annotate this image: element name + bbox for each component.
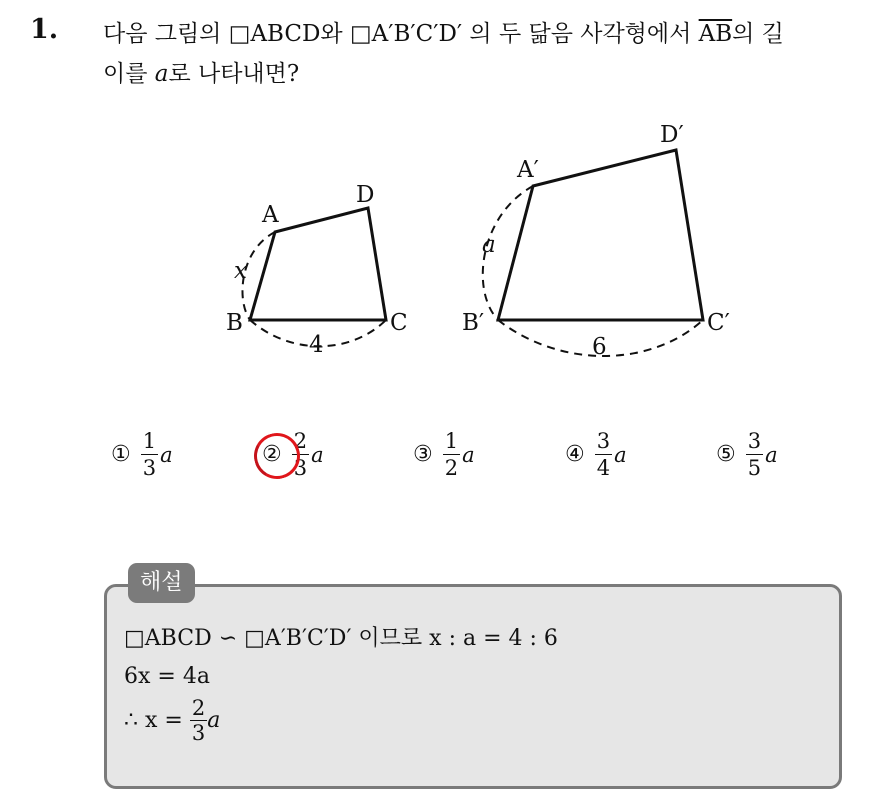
choice-2-variable: a xyxy=(311,442,324,467)
choice-5[interactable] xyxy=(716,428,778,481)
solution-variable: a xyxy=(207,707,221,733)
choice-2-number-glyph: ② xyxy=(262,442,282,467)
choice-5-number: ⑤ xyxy=(716,442,736,467)
choice-5-numerator: 3 xyxy=(747,429,762,453)
solution-line-3-prefix: ∴ x = xyxy=(124,707,190,733)
choice-3-numerator: 1 xyxy=(444,429,459,453)
choice-4-variable: a xyxy=(614,442,627,467)
choice-4-denominator: 4 xyxy=(596,456,611,480)
label-B-prime: B′ xyxy=(462,310,485,336)
question-text-part2: 의 길 xyxy=(732,21,784,47)
choice-5-denominator: 5 xyxy=(747,456,762,480)
label-C-prime: C′ xyxy=(707,310,730,336)
question-text-part4: 로 나타내면? xyxy=(168,61,300,87)
label-6: 6 xyxy=(592,334,607,360)
solution-denominator: 3 xyxy=(191,721,206,745)
label-A: A xyxy=(262,202,279,228)
solution-line-3 xyxy=(124,696,558,745)
choice-1-number: ① xyxy=(111,442,131,467)
choice-5-fraction xyxy=(746,428,763,481)
label-a: a xyxy=(482,232,496,258)
choice-5-variable: a xyxy=(765,442,778,467)
choice-2-denominator: 3 xyxy=(293,456,308,480)
choice-2-number xyxy=(262,442,282,467)
choice-4[interactable] xyxy=(565,428,627,481)
choice-4-number: ④ xyxy=(565,442,585,467)
label-4: 4 xyxy=(309,332,324,358)
choice-2-numerator: 2 xyxy=(293,429,308,453)
label-C: C xyxy=(390,310,408,336)
question-text xyxy=(103,14,873,94)
label-A-prime: A′ xyxy=(517,157,539,183)
choice-1-denominator: 3 xyxy=(142,456,157,480)
choice-2[interactable] xyxy=(262,428,324,481)
overline-segment: $\overline{AB}$ xyxy=(698,21,733,47)
choice-1-fraction xyxy=(141,428,158,481)
choice-4-fraction xyxy=(595,428,612,481)
solution-fraction xyxy=(190,696,207,745)
solution-tag: 해설 xyxy=(128,563,195,603)
label-D-prime: D′ xyxy=(660,122,684,148)
label-D: D xyxy=(356,182,375,208)
choice-3-fraction xyxy=(443,428,460,481)
question-text-part3: 이를 xyxy=(103,61,155,87)
choice-1-numerator: 1 xyxy=(142,429,157,453)
choice-1-variable: a xyxy=(160,442,173,467)
label-B: B xyxy=(226,310,243,336)
question-number: 1. xyxy=(30,14,59,45)
question-variable: a xyxy=(154,61,169,87)
choice-3-denominator: 2 xyxy=(444,456,459,480)
choice-3-number: ③ xyxy=(413,442,433,467)
choice-3[interactable] xyxy=(413,428,475,481)
choice-4-numerator: 3 xyxy=(596,429,611,453)
label-x: x xyxy=(234,258,247,284)
solution-numerator: 2 xyxy=(191,696,206,720)
solution-line-1: □ABCD ∽ □A′B′C′D′ 이므로 x : a = 4 : 6 xyxy=(124,626,558,651)
solution-line-2: 6x = 4a xyxy=(124,664,210,689)
choice-1[interactable] xyxy=(111,428,173,481)
question-text-part1: 다음 그림의 □ABCD와 □A′B′C′D′ 의 두 닮음 사각형에서 xyxy=(103,21,699,47)
choice-3-variable: a xyxy=(462,442,475,467)
similar-quadrilaterals-figure xyxy=(0,100,884,370)
solution-content xyxy=(124,620,558,745)
